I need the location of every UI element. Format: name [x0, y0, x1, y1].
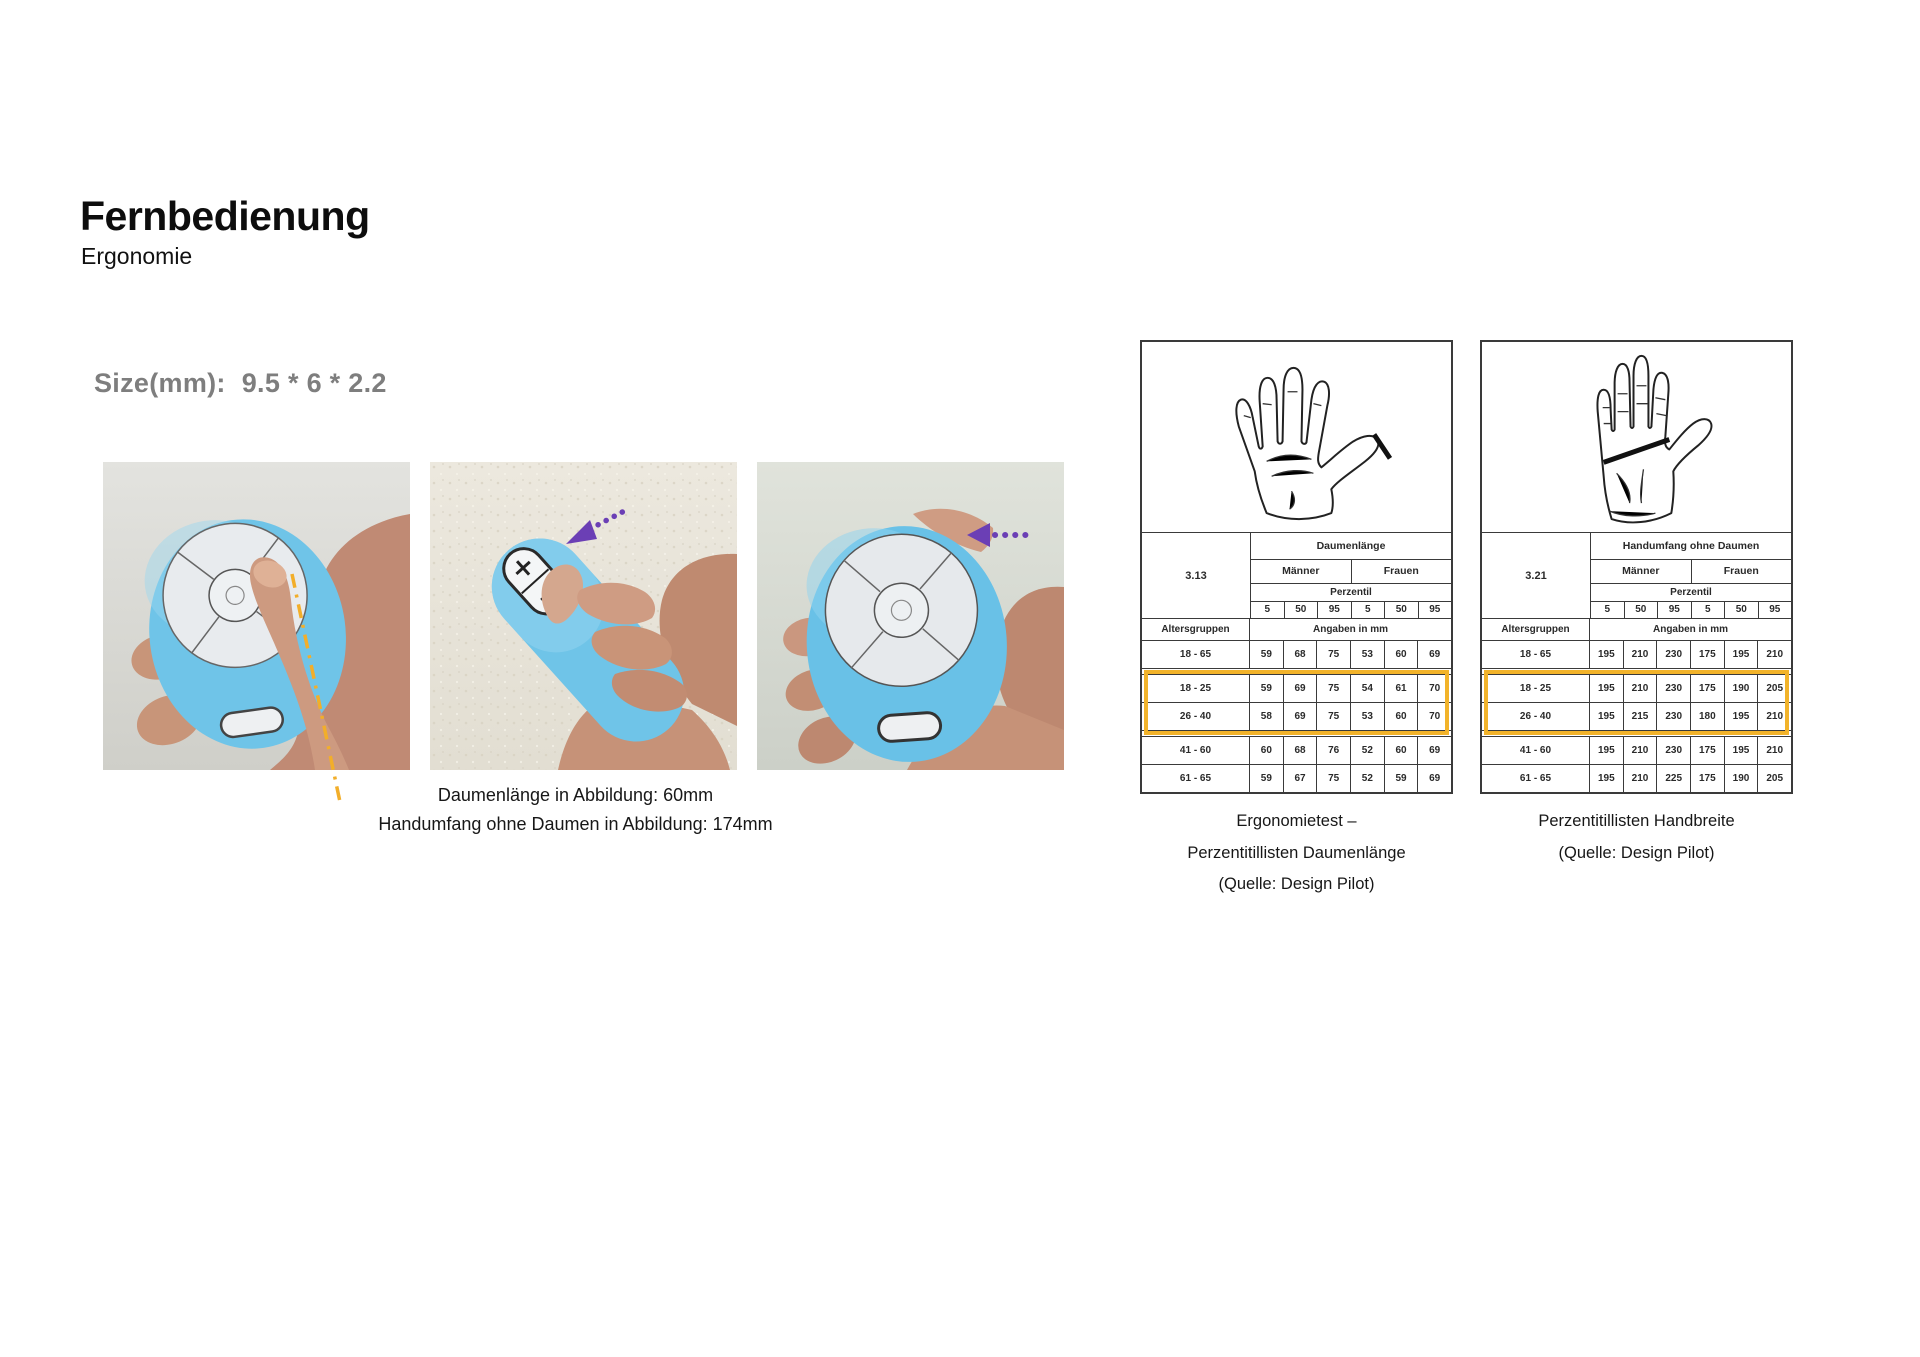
unit-label: Angaben in mm	[1312, 624, 1388, 635]
percentile-header-cell: 95	[1769, 604, 1781, 615]
value-cell: 230	[1657, 737, 1691, 764]
age-unit-row	[1142, 618, 1451, 641]
value-cell: 205	[1766, 683, 1784, 694]
hand-thumb-length-icon	[1142, 342, 1451, 533]
figure-ref: 3.21	[1482, 533, 1591, 618]
table-body	[1482, 641, 1791, 792]
table-row	[1142, 703, 1451, 731]
value-cell: 195	[1590, 703, 1624, 730]
value-cell: 210	[1624, 765, 1658, 792]
table-caption-line: (Quelle: Design Pilot)	[1558, 843, 1715, 862]
table-caption-line: Perzentitillisten Daumenlänge	[1187, 843, 1406, 862]
percentile-header-cell: 5	[1251, 602, 1285, 618]
value-cell: 195	[1725, 641, 1759, 668]
age-cell: 41 - 60	[1482, 737, 1590, 764]
value-cell: 190	[1725, 765, 1759, 792]
value-cell: 53	[1351, 641, 1385, 668]
value-cell: 59	[1250, 641, 1284, 668]
percentile-number-row	[1591, 602, 1791, 618]
value-cell: 230	[1657, 675, 1691, 702]
value-cell: 52	[1351, 765, 1385, 792]
value-cell: 70	[1429, 683, 1441, 694]
photo-caption-line: Handumfang ohne Daumen in Abbildung: 174mm	[378, 814, 773, 834]
page-subtitle: Ergonomie	[81, 243, 193, 269]
percentile-header-cell: 95	[1658, 602, 1692, 618]
age-cell: 61 - 65	[1142, 765, 1250, 792]
value-cell: 225	[1657, 765, 1691, 792]
value-cell: 76	[1317, 737, 1351, 764]
gender-header: Männer	[1591, 560, 1692, 583]
value-cell: 195	[1725, 737, 1759, 764]
value-cell: 61	[1385, 675, 1419, 702]
value-cell: 180	[1691, 703, 1725, 730]
table-caption-line: (Quelle: Design Pilot)	[1218, 875, 1375, 893]
value-cell: 175	[1691, 641, 1725, 668]
percentile-number-row	[1251, 602, 1451, 618]
age-column-header: Altersgruppen	[1482, 619, 1590, 640]
percentile-header-cell: 50	[1625, 602, 1659, 618]
lower-button	[878, 712, 942, 742]
value-cell: 60	[1385, 641, 1419, 668]
value-cell: 53	[1351, 703, 1385, 730]
value-cell: 75	[1317, 641, 1351, 668]
photo-caption-line: Daumenlänge in Abbildung: 60mm	[437, 785, 714, 805]
value-cell: 210	[1766, 711, 1784, 722]
table-row	[1482, 703, 1791, 731]
table-caption	[1140, 806, 1453, 901]
table-row	[1142, 765, 1451, 792]
value-cell: 75	[1317, 703, 1351, 730]
size-label: Size(mm):	[94, 368, 226, 398]
gender-header: Frauen	[1383, 565, 1419, 577]
value-cell: 205	[1766, 773, 1784, 784]
value-cell: 75	[1317, 675, 1351, 702]
table-row	[1142, 674, 1451, 703]
value-cell: 69	[1429, 745, 1441, 756]
percentile-header-cell: 50	[1285, 602, 1319, 618]
percentile-header-cell: 50	[1725, 602, 1759, 618]
measure-header: Handumfang ohne Daumen	[1591, 533, 1791, 560]
photo-strip	[103, 462, 1064, 770]
percentile-table-daumenlaenge	[1140, 340, 1453, 794]
table-body	[1142, 641, 1451, 792]
value-cell: 195	[1590, 737, 1624, 764]
side-grip-volume-buttons-photo	[430, 462, 737, 770]
value-cell: 69	[1284, 675, 1318, 702]
orange-dashed-guide-icon	[278, 562, 368, 812]
gender-header-row	[1251, 560, 1451, 584]
percentile-header-cell: 95	[1429, 604, 1441, 615]
table-row	[1482, 765, 1791, 792]
value-cell: 52	[1351, 737, 1385, 764]
value-cell: 59	[1385, 765, 1419, 792]
unit-label: Angaben in mm	[1652, 624, 1728, 635]
front-grip-pointer-photo	[757, 462, 1064, 770]
table-row	[1482, 641, 1791, 669]
age-unit-row	[1482, 618, 1791, 641]
age-cell: 41 - 60	[1142, 737, 1250, 764]
gender-header-row	[1591, 560, 1791, 584]
gender-header: Männer	[1251, 560, 1352, 583]
value-cell: 210	[1766, 745, 1784, 756]
table-row	[1142, 641, 1451, 669]
percentile-table-handumfang	[1480, 340, 1793, 794]
value-cell: 210	[1766, 649, 1784, 660]
age-cell: 18 - 25	[1142, 675, 1250, 702]
value-cell: 67	[1284, 765, 1318, 792]
percentil-label: Perzentil	[1591, 584, 1791, 602]
age-cell: 18 - 65	[1142, 641, 1250, 668]
value-cell: 60	[1385, 737, 1419, 764]
value-cell: 59	[1250, 675, 1284, 702]
age-cell: 26 - 40	[1142, 703, 1250, 730]
table-row	[1482, 736, 1791, 765]
gender-header: Frauen	[1723, 565, 1759, 577]
value-cell: 69	[1429, 649, 1441, 660]
value-cell: 175	[1691, 765, 1725, 792]
measure-header: Daumenlänge	[1251, 533, 1451, 560]
table-caption-line: Ergonomietest –	[1236, 812, 1357, 830]
value-cell: 230	[1657, 703, 1691, 730]
value-cell: 215	[1624, 703, 1658, 730]
value-cell: 68	[1284, 641, 1318, 668]
percentile-header-cell: 5	[1351, 602, 1386, 618]
value-cell: 195	[1725, 703, 1759, 730]
age-cell: 18 - 25	[1482, 675, 1590, 702]
value-cell: 60	[1385, 703, 1419, 730]
value-cell: 70	[1429, 711, 1441, 722]
table-caption-line: Perzentitillisten Handbreite	[1538, 812, 1735, 830]
age-cell: 61 - 65	[1482, 765, 1590, 792]
value-cell: 58	[1250, 703, 1284, 730]
hand-circumference-icon	[1482, 342, 1791, 533]
value-cell: 69	[1284, 703, 1318, 730]
page-title: Fernbedienung	[80, 193, 370, 239]
age-cell: 18 - 65	[1482, 641, 1590, 668]
age-cell: 26 - 40	[1482, 703, 1590, 730]
table-row	[1142, 736, 1451, 765]
size-spec	[94, 368, 387, 399]
size-value: 9.5 * 6 * 2.2	[241, 368, 387, 398]
value-cell: 195	[1590, 765, 1624, 792]
figure-ref: 3.13	[1142, 533, 1251, 618]
value-cell: 195	[1590, 641, 1624, 668]
table-row	[1482, 674, 1791, 703]
age-column-header: Altersgruppen	[1142, 619, 1250, 640]
value-cell: 175	[1691, 675, 1725, 702]
percentil-label: Perzentil	[1251, 584, 1451, 602]
value-cell: 230	[1657, 641, 1691, 668]
value-cell: 195	[1590, 675, 1624, 702]
value-cell: 190	[1725, 675, 1759, 702]
percentile-header-cell: 5	[1591, 602, 1625, 618]
percentile-header-cell: 95	[1318, 602, 1352, 618]
percentile-header-cell: 50	[1385, 602, 1419, 618]
value-cell: 75	[1317, 765, 1351, 792]
percentile-header-cell: 5	[1691, 602, 1726, 618]
value-cell: 210	[1624, 641, 1658, 668]
value-cell: 59	[1250, 765, 1284, 792]
value-cell: 175	[1691, 737, 1725, 764]
value-cell: 54	[1351, 675, 1385, 702]
photo-captions	[103, 781, 1048, 839]
value-cell: 60	[1250, 737, 1284, 764]
value-cell: 69	[1429, 773, 1441, 784]
value-cell: 68	[1284, 737, 1318, 764]
value-cell: 210	[1624, 737, 1658, 764]
value-cell: 210	[1624, 675, 1658, 702]
table-caption	[1480, 806, 1793, 869]
